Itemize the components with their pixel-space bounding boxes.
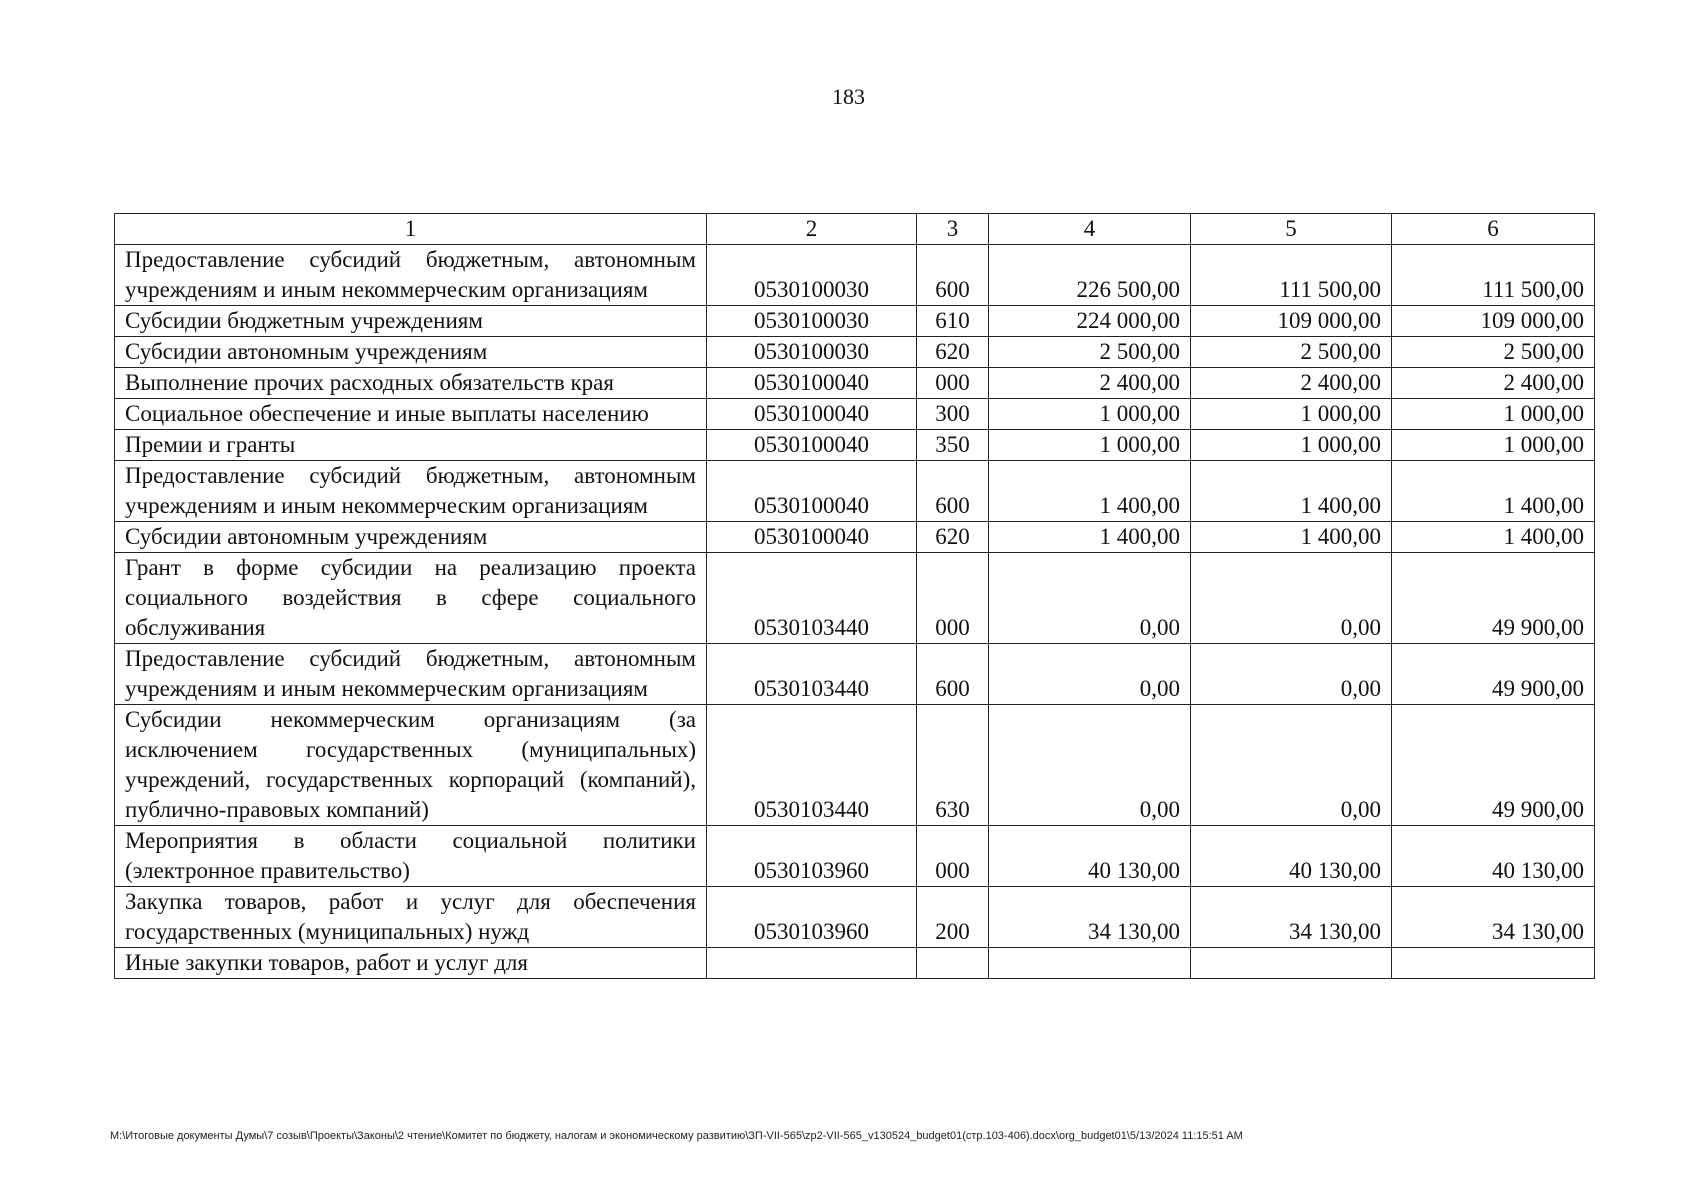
target-code: 0530103440 — [707, 644, 917, 705]
expense-type-code: 000 — [917, 553, 989, 644]
amount-col-5: 40 130,00 — [1191, 826, 1392, 887]
amount-col-6: 1 000,00 — [1392, 399, 1595, 430]
amount-col-5 — [1191, 948, 1392, 979]
amount-col-5: 109 000,00 — [1191, 306, 1392, 337]
expense-type-code: 600 — [917, 461, 989, 522]
amount-col-5: 34 130,00 — [1191, 887, 1392, 948]
amount-col-4: 226 500,00 — [989, 245, 1191, 306]
table-row — [115, 368, 1595, 399]
expense-type-code: 600 — [917, 245, 989, 306]
amount-col-5: 0,00 — [1191, 553, 1392, 644]
expense-type-code: 610 — [917, 306, 989, 337]
expense-name: Мероприятия в области социальной политики (электронное правительство) — [115, 826, 707, 887]
column-number: 5 — [1191, 214, 1392, 245]
amount-col-6: 34 130,00 — [1392, 887, 1595, 948]
target-code: 0530103960 — [707, 826, 917, 887]
expense-name: Премии и гранты — [115, 430, 707, 461]
expense-name: Субсидии некоммерческим организациям (за исключением государственных (муниципальных) учреждений, государственных корпораций (компаний), публично-правовых компаний) — [115, 705, 707, 826]
target-code: 0530103440 — [707, 553, 917, 644]
expense-type-code: 620 — [917, 337, 989, 368]
amount-col-5: 1 400,00 — [1191, 461, 1392, 522]
amount-col-4: 34 130,00 — [989, 887, 1191, 948]
amount-col-5: 0,00 — [1191, 644, 1392, 705]
expense-name: Предоставление субсидий бюджетным, автономным учреждениям и иным некоммерческим организациям — [115, 245, 707, 306]
amount-col-4: 2 500,00 — [989, 337, 1191, 368]
expense-type-code: 620 — [917, 522, 989, 553]
target-code: 0530103440 — [707, 705, 917, 826]
table-row — [115, 306, 1595, 337]
expense-name: Субсидии бюджетным учреждениям — [115, 306, 707, 337]
column-number: 2 — [707, 214, 917, 245]
amount-col-5: 2 500,00 — [1191, 337, 1392, 368]
target-code: 0530103960 — [707, 887, 917, 948]
expense-name: Иные закупки товаров, работ и услуг для — [115, 948, 707, 979]
target-code: 0530100040 — [707, 399, 917, 430]
amount-col-6: 40 130,00 — [1392, 826, 1595, 887]
target-code: 0530100040 — [707, 522, 917, 553]
page-number: 183 — [832, 84, 865, 109]
table-row — [115, 705, 1595, 826]
table-row — [115, 644, 1595, 705]
amount-col-4: 224 000,00 — [989, 306, 1191, 337]
amount-col-4: 1 000,00 — [989, 399, 1191, 430]
amount-col-5: 2 400,00 — [1191, 368, 1392, 399]
column-number: 6 — [1392, 214, 1595, 245]
target-code — [707, 948, 917, 979]
expense-type-code: 000 — [917, 826, 989, 887]
amount-col-4: 0,00 — [989, 553, 1191, 644]
amount-col-6: 111 500,00 — [1392, 245, 1595, 306]
amount-col-5: 1 400,00 — [1191, 522, 1392, 553]
column-numbers-row — [115, 214, 1595, 245]
target-code: 0530100040 — [707, 430, 917, 461]
expense-name: Социальное обеспечение и иные выплаты населению — [115, 399, 707, 430]
amount-col-6: 2 500,00 — [1392, 337, 1595, 368]
expense-type-code: 000 — [917, 368, 989, 399]
amount-col-4: 2 400,00 — [989, 368, 1191, 399]
amount-col-4: 1 400,00 — [989, 522, 1191, 553]
amount-col-4: 40 130,00 — [989, 826, 1191, 887]
amount-col-4 — [989, 948, 1191, 979]
expense-name: Выполнение прочих расходных обязательств края — [115, 368, 707, 399]
amount-col-6 — [1392, 948, 1595, 979]
column-number: 4 — [989, 214, 1191, 245]
amount-col-6: 49 900,00 — [1392, 553, 1595, 644]
table-row — [115, 948, 1595, 979]
amount-col-6: 1 400,00 — [1392, 461, 1595, 522]
amount-col-4: 1 000,00 — [989, 430, 1191, 461]
expense-type-code: 300 — [917, 399, 989, 430]
amount-col-4: 0,00 — [989, 705, 1191, 826]
expense-type-code — [917, 948, 989, 979]
table-row — [115, 461, 1595, 522]
table-row — [115, 522, 1595, 553]
amount-col-5: 1 000,00 — [1191, 430, 1392, 461]
target-code: 0530100030 — [707, 245, 917, 306]
amount-col-4: 1 400,00 — [989, 461, 1191, 522]
table-row — [115, 826, 1595, 887]
table-row — [115, 553, 1595, 644]
amount-col-4: 0,00 — [989, 644, 1191, 705]
expense-type-code: 600 — [917, 644, 989, 705]
expense-name: Предоставление субсидий бюджетным, автономным учреждениям и иным некоммерческим организациям — [115, 644, 707, 705]
expense-name: Закупка товаров, работ и услуг для обеспечения государственных (муниципальных) нужд — [115, 887, 707, 948]
file-path-footer: M:\Итоговые документы Думы\7 созыв\Проекты\Законы\2 чтение\Комитет по бюджету, налогам и экономическому развитию\ЗП-VII-565\zp2-VII-565_v130524_budget01(стр.103-406).docx\org_budget01\5/13/2024 11:15:51 AM — [110, 1130, 1243, 1142]
amount-col-6: 1 000,00 — [1392, 430, 1595, 461]
target-code: 0530100030 — [707, 337, 917, 368]
expense-type-code: 630 — [917, 705, 989, 826]
expense-name: Субсидии автономным учреждениям — [115, 337, 707, 368]
amount-col-6: 2 400,00 — [1392, 368, 1595, 399]
amount-col-6: 1 400,00 — [1392, 522, 1595, 553]
amount-col-5: 1 000,00 — [1191, 399, 1392, 430]
expense-type-code: 350 — [917, 430, 989, 461]
target-code: 0530100030 — [707, 306, 917, 337]
table-row — [115, 337, 1595, 368]
expense-name: Субсидии автономным учреждениям — [115, 522, 707, 553]
amount-col-6: 49 900,00 — [1392, 705, 1595, 826]
target-code: 0530100040 — [707, 461, 917, 522]
table-row — [115, 430, 1595, 461]
amount-col-5: 111 500,00 — [1191, 245, 1392, 306]
amount-col-6: 109 000,00 — [1392, 306, 1595, 337]
column-number: 3 — [917, 214, 989, 245]
amount-col-5: 0,00 — [1191, 705, 1392, 826]
table-row — [115, 399, 1595, 430]
budget-table — [114, 213, 1595, 979]
column-number: 1 — [115, 214, 707, 245]
table-row — [115, 887, 1595, 948]
budget-table-body — [115, 214, 1595, 979]
table-row — [115, 245, 1595, 306]
target-code: 0530100040 — [707, 368, 917, 399]
expense-type-code: 200 — [917, 887, 989, 948]
expense-name: Предоставление субсидий бюджетным, автономным учреждениям и иным некоммерческим организациям — [115, 461, 707, 522]
amount-col-6: 49 900,00 — [1392, 644, 1595, 705]
expense-name: Грант в форме субсидии на реализацию проекта социального воздействия в сфере социального обслуживания — [115, 553, 707, 644]
